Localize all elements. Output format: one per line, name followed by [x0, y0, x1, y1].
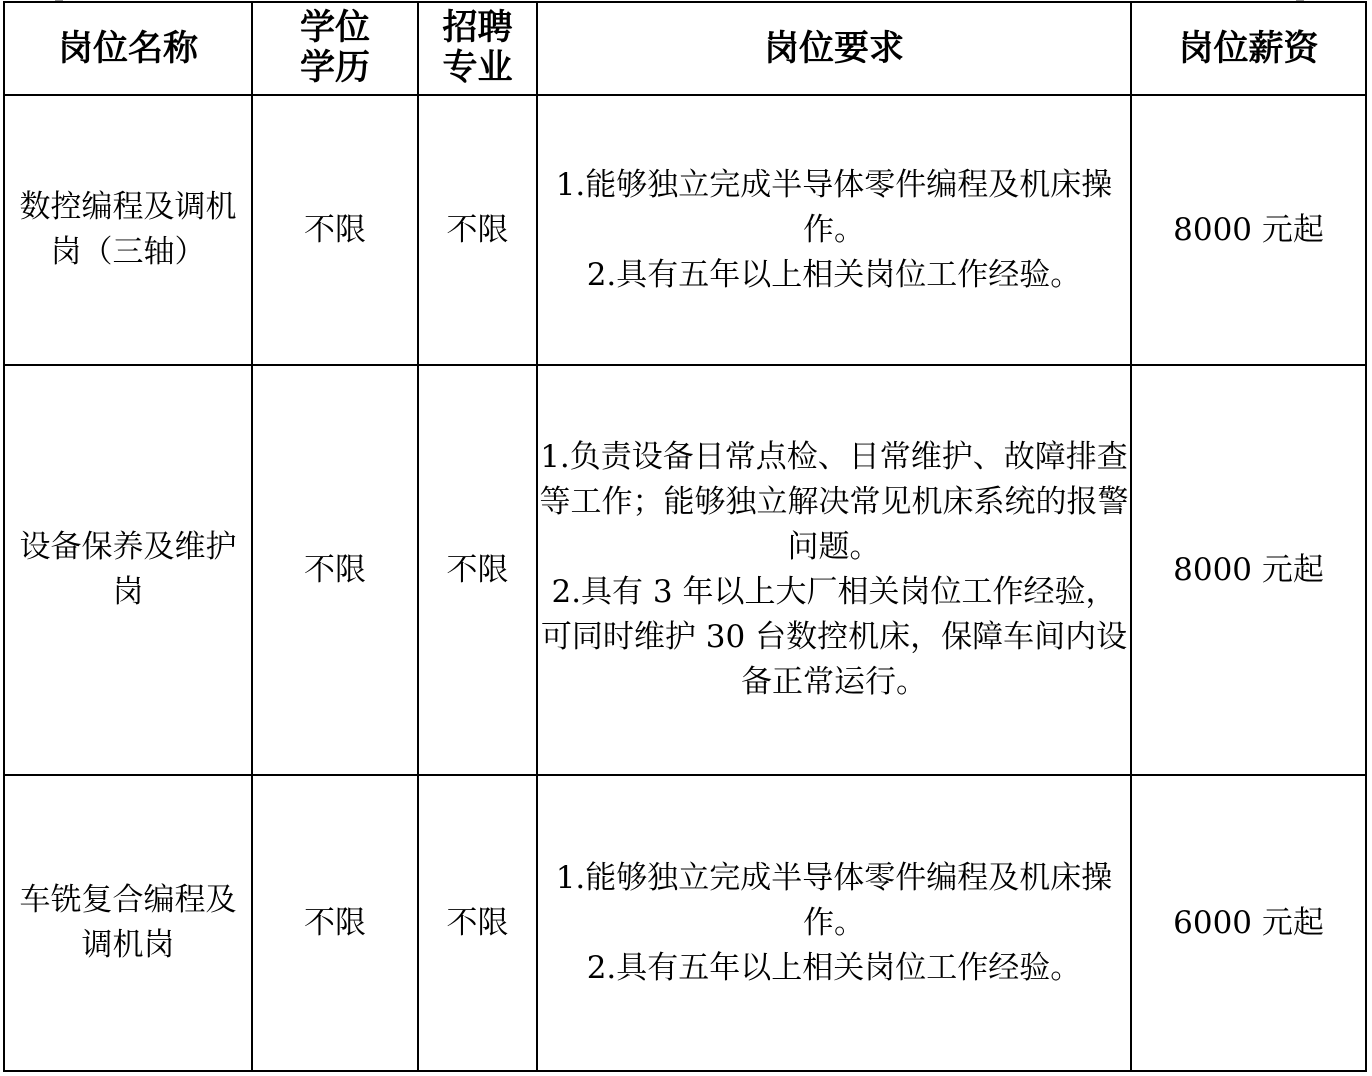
requirement-line: 2.具有 3 年以上大厂相关岗位工作经验，可同时维护 30 台数控机床，保障车间内设备正常运行。 — [540, 574, 1128, 700]
major-cell: 不限 — [418, 775, 537, 1071]
degree-cell: 不限 — [252, 95, 418, 365]
table-row — [4, 365, 1366, 775]
salary-cell: 8000 元起 — [1131, 365, 1366, 775]
header-salary: 岗位薪资 — [1131, 2, 1366, 95]
salary-cell: 8000 元起 — [1131, 95, 1366, 365]
requirements-cell — [537, 775, 1131, 1071]
header-major — [418, 2, 537, 95]
major-cell: 不限 — [418, 95, 537, 365]
requirement-line: 1.负责设备日常点检、日常维护、故障排查等工作；能够独立解决常见机床系统的报警问题。 — [539, 439, 1129, 565]
header-degree-line2: 学历 — [299, 48, 370, 88]
header-major-line2: 专业 — [442, 48, 513, 88]
job-name-cell: 数控编程及调机岗（三轴） — [4, 95, 252, 365]
requirement-line: 1.能够独立完成半导体零件编程及机床操作。 — [555, 166, 1113, 248]
salary-cell: 6000 元起 — [1131, 775, 1366, 1071]
header-name: 岗位名称 — [4, 2, 252, 95]
job-name-cell: 车铣复合编程及调机岗 — [4, 775, 252, 1071]
degree-cell: 不限 — [252, 775, 418, 1071]
table-row — [4, 775, 1366, 1071]
requirements-cell — [537, 365, 1131, 775]
requirement-line: 1.能够独立完成半导体零件编程及机床操作。 — [555, 859, 1113, 941]
header-major-line1: 招聘 — [442, 8, 513, 48]
job-table — [3, 1, 1367, 1072]
header-requirements: 岗位要求 — [537, 2, 1131, 95]
header-degree-line1: 学位 — [299, 8, 370, 48]
job-name-cell: 设备保养及维护岗 — [4, 365, 252, 775]
requirements-cell — [537, 95, 1131, 365]
degree-cell: 不限 — [252, 365, 418, 775]
table-row — [4, 95, 1366, 365]
requirement-line: 2.具有五年以上相关岗位工作经验。 — [586, 949, 1082, 986]
major-cell: 不限 — [418, 365, 537, 775]
header-row — [4, 2, 1366, 95]
header-degree — [252, 2, 418, 95]
requirement-line: 2.具有五年以上相关岗位工作经验。 — [586, 256, 1082, 293]
